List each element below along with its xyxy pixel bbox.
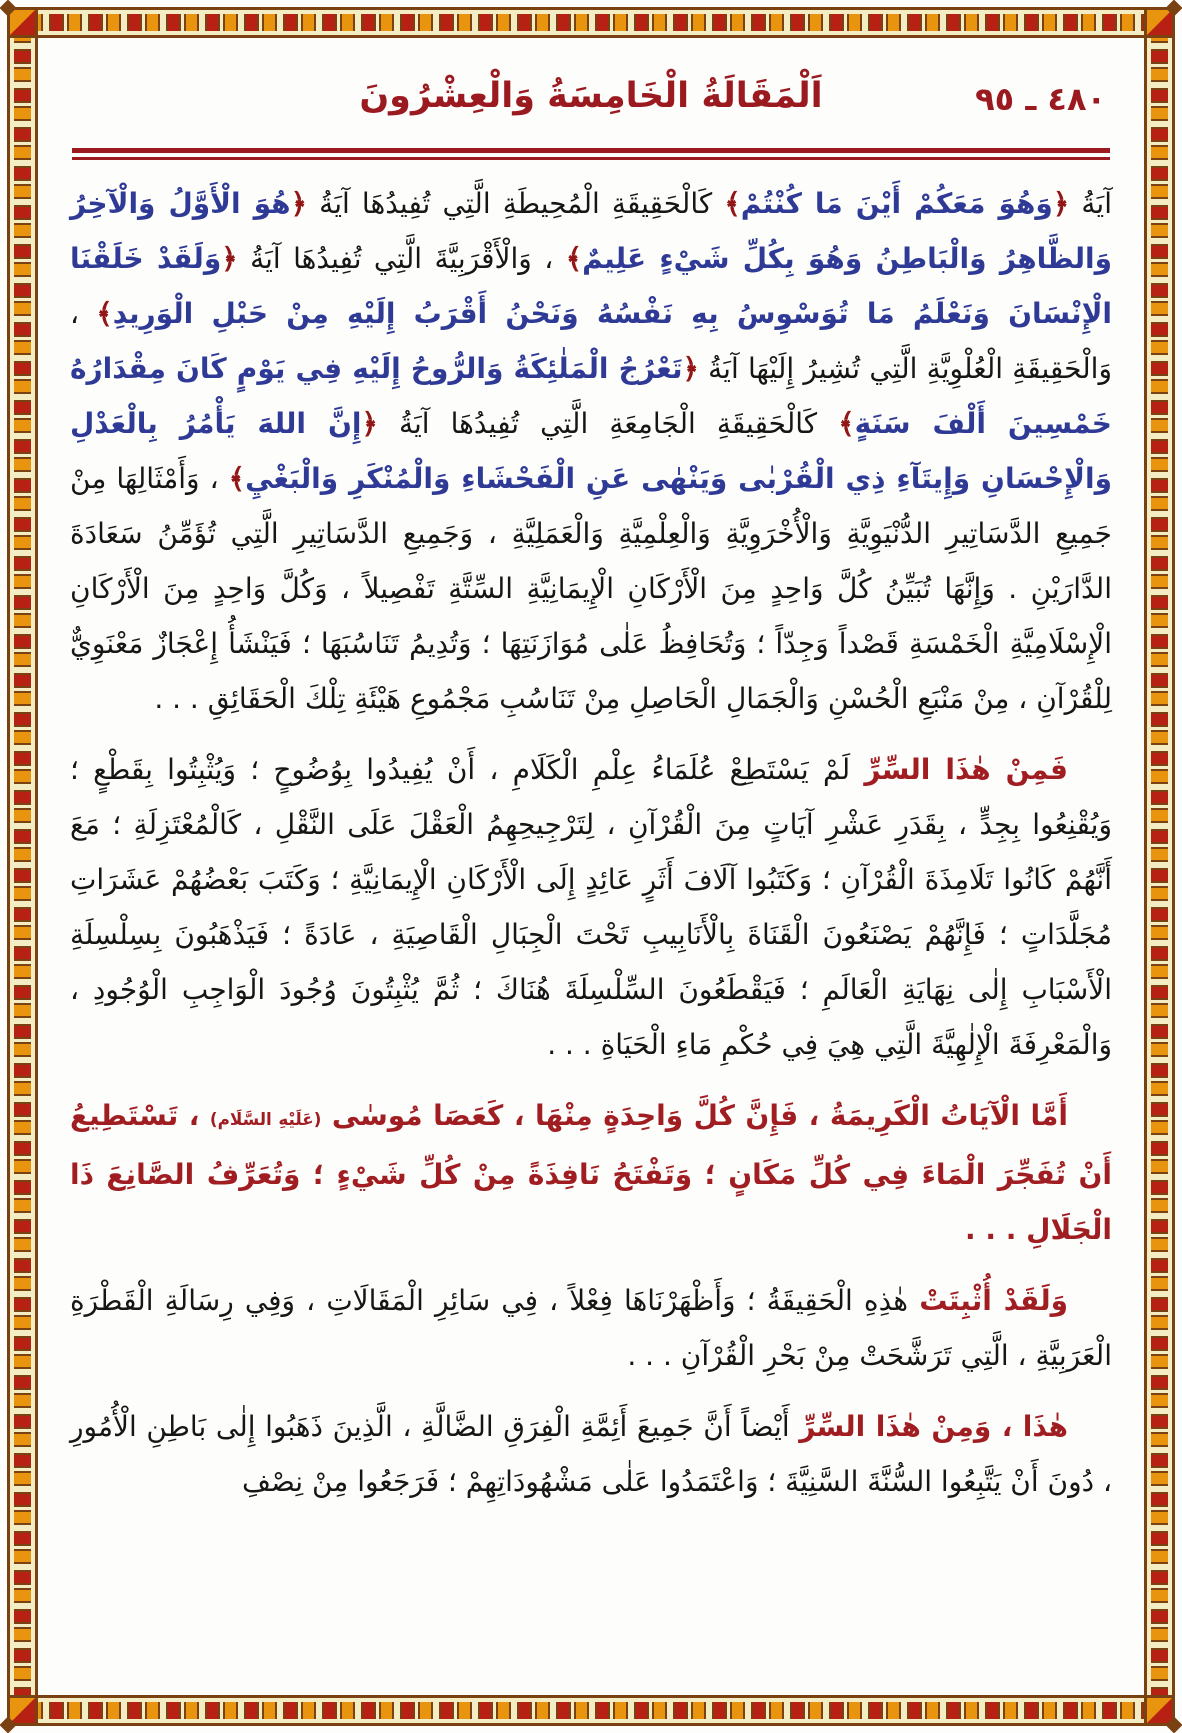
page-header [70, 62, 1112, 144]
text-run-bracket: ﴿ [682, 352, 699, 385]
text-run-verse: إِنَّ اللهَ يَأْمُرُ بِالْعَدْلِ وَالْإِحْسَانِ وَإِيتَآءِ ذِي الْقُرْبٰى وَيَنْهٰى عَنِ الْفَحْشَاءِ وَالْمُنْكَرِ وَالْبَغْيِ [70, 407, 1112, 495]
paragraph-sects [70, 1399, 1112, 1509]
text-run-normal: كَالْحَقِيقَةِ الْمُحِيطَةِ الَّتِي تُفِيدُهَا آيَةُ [307, 187, 725, 220]
decorative-border-left [7, 7, 38, 1726]
text-run-normal: كَالْحَقِيقَةِ الْجَامِعَةِ الَّتِي تُفِيدُهَا آيَةُ [377, 407, 839, 440]
paragraph-proof [70, 1273, 1112, 1383]
paragraph-secret [70, 742, 1112, 1072]
text-run-verse: هُوَ الْأَوَّلُ وَالْآخِرُ وَالظَّاهِرُ وَالْبَاطِنُ وَهُوَ بِكُلِّ شَيْءٍ عَلِيمٌ [70, 187, 1112, 275]
text-run-bracket: ﴾ [228, 462, 246, 495]
decorative-border-top [7, 7, 1175, 38]
text-run-bracket: ﴾ [838, 407, 855, 440]
text-run-bracket: ﴿ [1052, 187, 1070, 220]
text-run-bracket: ﴿ [361, 407, 378, 440]
page-title: اَلْمَقَالَةُ الْخَامِسَةُ وَالْعِشْرُونَ [359, 76, 823, 116]
text-run-red: أَمَّا الْآيَاتُ الْكَرِيمَةُ ، فَإِنَّ كُلَّ وَاحِدَةٍ مِنْهَا ، كَعَصَا مُوسٰى [321, 1099, 1068, 1132]
header-divider [72, 148, 1110, 160]
page-content [38, 38, 1144, 1695]
text-run-red: وَلَقَدْ أُثْبِتَتْ [919, 1284, 1068, 1317]
text-run-bracket: ﴾ [724, 187, 741, 220]
text-run-bracket: ﴿ [290, 187, 308, 220]
text-run-normal: ، وَأَمْثَالِهَا مِنْ جَمِيعِ الدَّسَاتِيرِ الدُّنْيَوِيَّةِ وَالْأُخْرَوِيَّةِ وَالْعِلْمِيَّةِ وَالْعَمَلِيَّةِ ، وَجَمِيعِ الدَّسَاتِيرِ الَّتِي تُؤَمِّنُ سَعَادَةَ الدَّارَيْنِ . وَإِنَّهَا تُبَيِّنُ كُلَّ وَاحِدٍ مِنَ الْأَرْكَانِ الْإِيمَانِيَّةِ السِّتَّةِ تَفْصِيلاً ، وَكُلَّ وَاحِدٍ مِنَ الْأَرْكَانِ الْإِسْلَامِيَّةِ الْخَمْسَةِ قَصْداً وَجِدّاً ؛ وَتُحَافِظُ عَلٰى مُوَازَنَتِهَا ؛ وَتُدِيمُ تَنَاسُبَهَا ؛ فَيَنْشَأُ إِعْجَازٌ مَعْنَوِيٌّ لِلْقُرْآنِ ، مِنْ مَنْبَعِ الْحُسْنِ وَالْجَمَالِ الْحَاصِلِ مِنْ تَنَاسُبِ مَجْمُوعِ هَيْئَةِ تِلْكَ الْحَقَائِقِ . . . [70, 462, 1112, 715]
paragraph-verses [70, 176, 1112, 726]
decorative-border-bottom [7, 1695, 1175, 1726]
text-run-red: فَمِنْ هٰذَا السِّرِّ [864, 753, 1068, 786]
text-run-bracket: ﴿ [221, 242, 238, 275]
text-run-normal: هٰذِهِ الْحَقِيقَةُ ؛ وَأَظْهَرْنَاهَا فِعْلاً ، فِي سَائِرِ الْمَقَالَاتِ ، وَفِي رِسَالَةِ الْقَطْرَةِ الْعَرَبِيَّةِ ، الَّتِي تَرَشَّحَتْ مِنْ بَحْرِ الْقُرْآنِ . . . [70, 1284, 1112, 1372]
text-run-bracket: ﴾ [96, 297, 113, 330]
text-run-verse: وَهُوَ مَعَكُمْ أَيْنَ مَا كُنْتُمْ [740, 187, 1053, 220]
text-run-normal: ، وَالْحَقِيقَةِ الْعُلْوِيَّةِ الَّتِي تُشِيرُ إِلَيْهَا آيَةُ [70, 297, 1112, 385]
text-run-normal: لَمْ يَسْتَطِعْ عُلَمَاءُ عِلْمِ الْكَلَامِ ، أَنْ يُفِيدُوا بِوُضُوحٍ ؛ وَيُثْبِتُوا بِقَطْعٍ ؛ وَيُقْنِعُوا بِجِدٍّ ، بِقَدَرِ عَشْرِ آيَاتٍ مِنَ الْقُرْآنِ ، لِتَرْجِيحِهِمُ الْعَقْلَ عَلَى النَّقْلِ ، كَالْمُعْتَزِلَةِ ؛ مَعَ أَنَّهُمْ كَانُوا تَلَامِذَةَ الْقُرْآنِ ؛ وَكَتَبُوا آلَافَ أَثَرٍ عَائِدٍ إِلَى الْأَرْكَانِ الْإِيمَانِيَّةِ ؛ وَكَتَبَ بَعْضُهُمْ عَشَرَاتِ مُجَلَّدَاتٍ ؛ فَإِنَّهُمْ يَصْنَعُونَ الْقَنَاةَ بِالْأَنَابِيبِ تَحْتَ الْجِبَالِ الْقَاصِيَةِ ، عَادَةً ؛ فَيَذْهَبُونَ بِسِلْسِلَةِ الْأَسْبَابِ إِلٰى نِهَايَةِ الْعَالَمِ ؛ فَيَقْطَعُونَ السِّلْسِلَةَ هُنَاكَ ؛ ثُمَّ يُثْبِتُونَ وُجُودَ الْوَاجِبِ الْوُجُودِ ، وَالْمَعْرِفَةَ الْإِلٰهِيَّةَ الَّتِي هِيَ فِي حُكْمِ مَاءِ الْحَيَاةِ . . . [70, 753, 1112, 1061]
text-run-normal: آيَةُ [1069, 187, 1113, 220]
body-text [70, 176, 1112, 1509]
text-run-verse: وَلَقَدْ خَلَقْنَا الْإِنْسَانَ وَنَعْلَمُ مَا تُوَسْوِسُ بِهِ نَفْسُهُ وَنَحْنُ أَقْرَبُ إِلَيْهِ مِنْ حَبْلِ الْوَرِيدِ [70, 242, 1113, 330]
text-run-verse: تَعْرُجُ الْمَلٰئِكَةُ وَالرُّوحُ إِلَيْهِ فِي يَوْمٍ كَانَ مِقْدَارُهُ خَمْسِينَ أَلْفَ سَنَةٍ [70, 352, 1112, 440]
text-run-bracket: ﴾ [565, 242, 583, 275]
page-number: ٤٨٠ ـ ٩٥ [975, 80, 1106, 118]
paragraph-noble-verses [70, 1088, 1112, 1257]
text-run-normal: ، وَالْأَقْرَبِيَّةَ الَّتِي تُفِيدُهَا آيَةُ [237, 242, 566, 275]
decorative-border-right [1144, 7, 1175, 1726]
text-run-seal: (عَلَيْهِ السَّلَام) [209, 1109, 322, 1129]
text-run-normal: أَيْضاً أَنَّ جَمِيعَ أَئِمَّةِ الْفِرَقِ الضَّالَّةِ ، الَّذِينَ ذَهَبُوا إِلٰى بَاطِنِ الْأُمُورِ ، دُونَ أَنْ يَتَّبِعُوا السُّنَّةَ السَّنِيَّةَ ؛ وَاعْتَمَدُوا عَلٰى مَشْهُودَاتِهِمْ ؛ فَرَجَعُوا مِنْ نِصْفِ [70, 1410, 1112, 1498]
text-run-red: ، تَسْتَطِيعُ أَنْ تُفَجِّرَ الْمَاءَ فِي كُلِّ مَكَانٍ ؛ وَتَفْتَحُ نَافِذَةً مِنْ كُلِّ شَيْءٍ ؛ وَتُعَرِّفُ الصَّانِعَ ذَا الْجَلَالِ . . . [70, 1099, 1112, 1246]
text-run-red: هٰذَا ، وَمِنْ هٰذَا السِّرِّ [799, 1410, 1068, 1443]
